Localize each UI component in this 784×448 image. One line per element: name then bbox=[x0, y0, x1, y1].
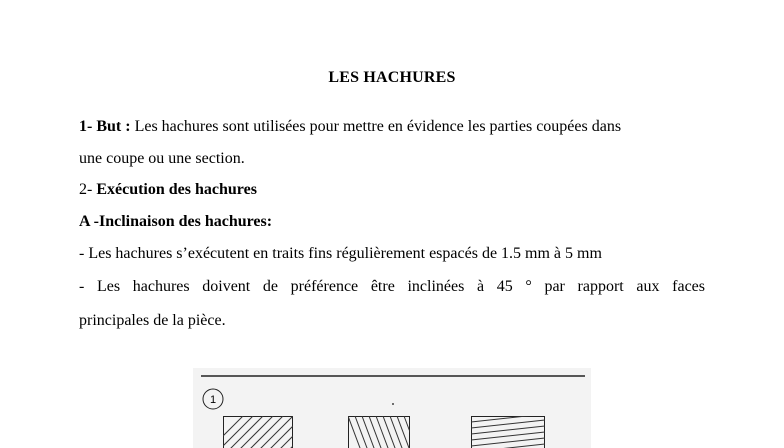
bullet-spacing: - Les hachures s’exécutent en traits fins régulièrement espacés de 1.5 mm à 5 mm bbox=[79, 245, 602, 262]
but-paragraph-line-2: une coupe ou une section. bbox=[79, 150, 245, 167]
hatch-sample-2 bbox=[348, 416, 419, 448]
execution-heading-number: 2- bbox=[79, 181, 97, 198]
but-text: Les hachures sont utilisées pour mettre en évidence les parties coupées dans bbox=[130, 118, 622, 135]
figure-dot bbox=[392, 403, 394, 405]
but-paragraph-line-1 bbox=[79, 117, 705, 137]
hatch-sample-3 bbox=[471, 414, 545, 448]
document-title: LES HACHURES bbox=[328, 69, 456, 86]
inclinaison-heading: A -Inclinaison des hachures: bbox=[79, 213, 273, 230]
hatching-figure bbox=[193, 368, 591, 448]
hatching-figure-drawing bbox=[193, 368, 591, 448]
bullet-inclination-line-2: principales de la pièce. bbox=[79, 312, 226, 329]
execution-heading bbox=[79, 180, 705, 200]
execution-heading-text: Exécution des hachures bbox=[96, 181, 257, 198]
bullet-inclination-line-1: - Les hachures doivent de préférence être inclinées à 45 ° par rapport aux faces bbox=[79, 278, 705, 295]
but-label: 1- But : bbox=[79, 118, 131, 135]
figure-number: 1 bbox=[209, 394, 217, 406]
hatch-sample-1 bbox=[223, 416, 323, 448]
